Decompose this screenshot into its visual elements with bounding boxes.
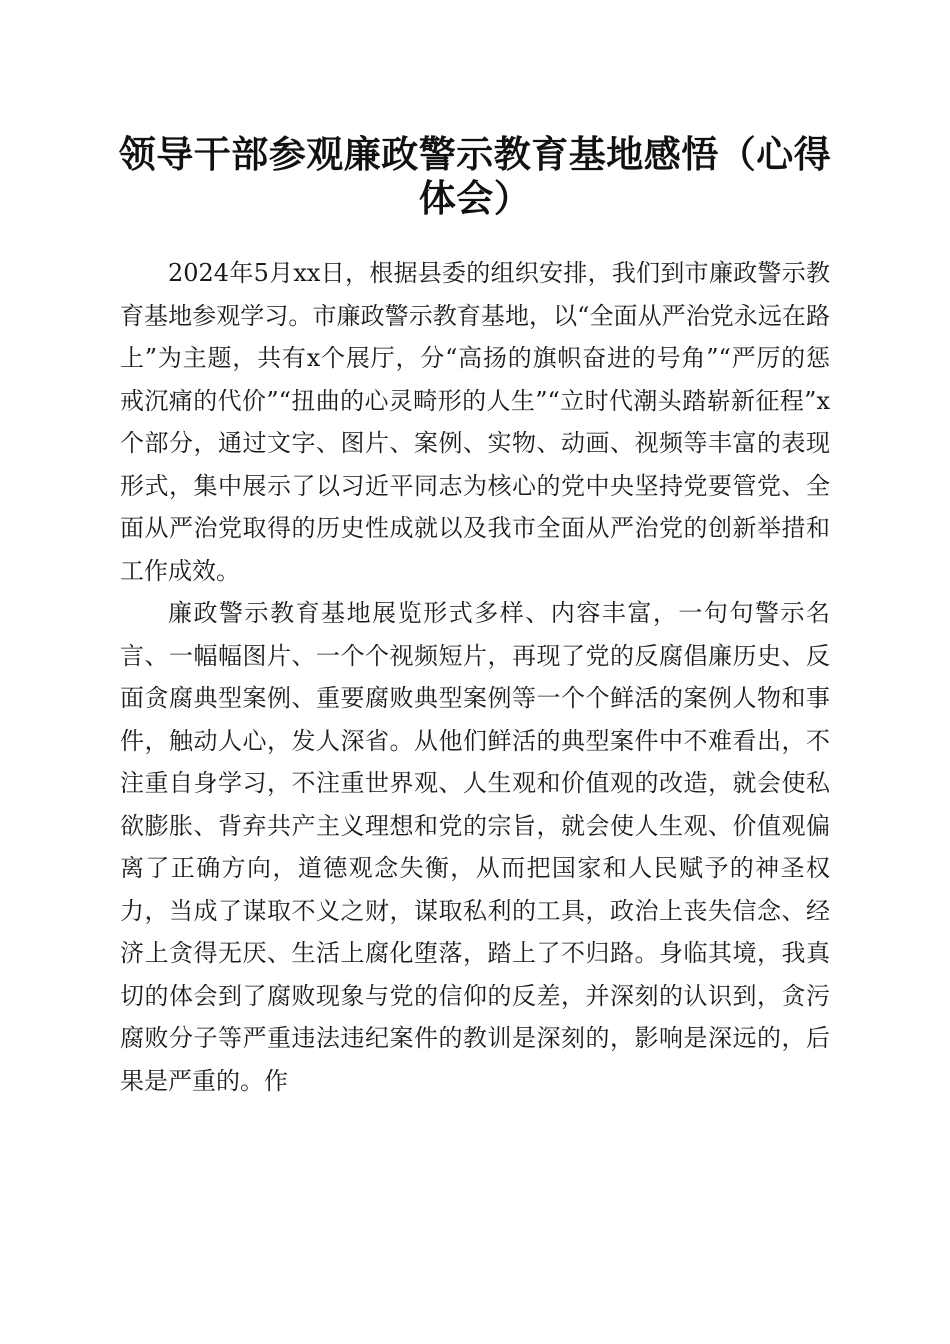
paragraph: 廉政警示教育基地展览形式多样、内容丰富，一句句警示名言、一幅幅图片、一个个视频短片，再现了党的反腐倡廉历史、反面贪腐典型案例、重要腐败典型案例等一个个鲜活的案例人物和事件，触动人心，发人深省。从他们鲜活的典型案件中不难看出，不注重自身学习，不注重世界观、人生观和价值观的改造，就会使私欲膨胀、背弃共产主义理想和党的宗旨，就会使人生观、价值观偏离了正确方向，道德观念失衡，从而把国家和人民赋予的神圣权力，当成了谋取不义之财，谋取私利的工具，政治上丧失信念、经济上贪得无厌、生活上腐化堕落，踏上了不归路。身临其境，我真切的体会到了腐败现象与党的信仰的反差，并深刻的认识到，贪污腐败分子等严重违法违纪案件的教训是深刻的，影响是深远的，后果是严重的。作 bbox=[120, 599, 830, 1095]
document-body bbox=[120, 252, 830, 1102]
paragraph: 2024年5月xx日，根据县委的组织安排，我们到市廉政警示教育基地参观学习。市廉政警示教育基地，以“全面从严治党永远在路上”为主题，共有x个展厅，分“高扬的旗帜奋进的号角”“严厉的惩戒沉痛的代价”“扭曲的心灵畸形的人生”“立时代潮头踏崭新征程”x个部分，通过文字、图片、案例、实物、动画、视频等丰富的表现形式，集中展示了以习近平同志为核心的党中央坚持党要管党、全面从严治党取得的历史性成就以及我市全面从严治党的创新举措和工作成效。 bbox=[120, 259, 830, 585]
document-title: 领导干部参观廉政警示教育基地感悟（心得体会） bbox=[118, 132, 832, 220]
